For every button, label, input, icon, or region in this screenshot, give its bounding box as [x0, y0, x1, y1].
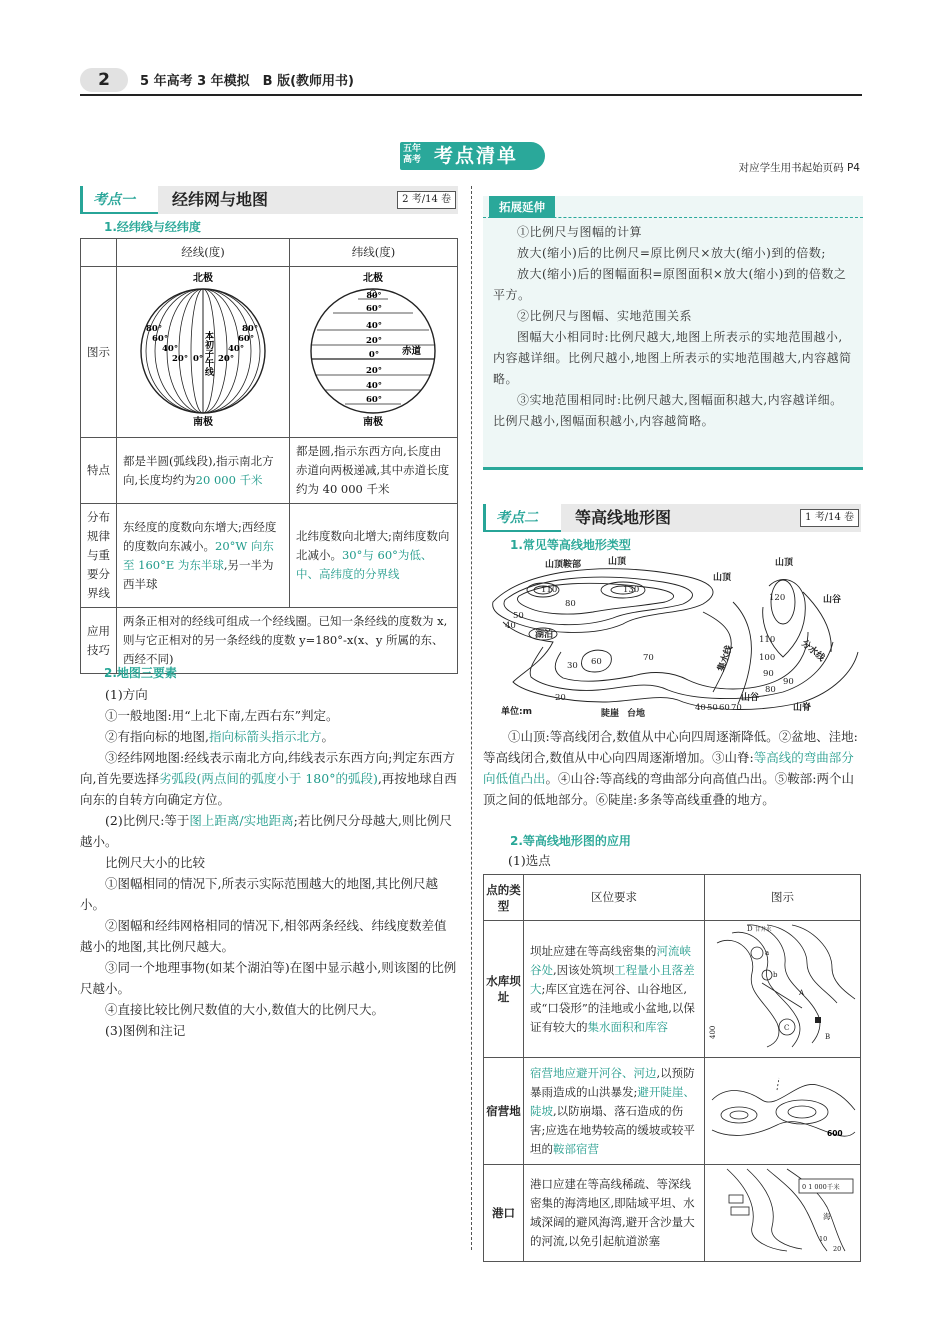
map-label-ridge: 山脊	[793, 703, 812, 713]
lon-label-w80: 80°	[145, 324, 163, 334]
para-scale-highlight: 图上距离/实地距离	[189, 813, 294, 828]
port-coast-2	[747, 1169, 802, 1249]
ext-p1: ①比例尺与图幅的计算	[517, 225, 643, 239]
port-figure-cell	[705, 1165, 861, 1262]
dam-figure	[707, 923, 857, 1049]
para-direction-2-text: ②有指向标的地图,	[105, 729, 209, 744]
map-unit: 单位:m	[501, 707, 532, 717]
lat-equator-label: 赤道	[402, 346, 422, 357]
section1-tag: 考点一	[80, 186, 158, 214]
lat-label-40n: 40°	[366, 321, 383, 331]
dam-site-marker	[815, 1017, 821, 1023]
para-direction-2-highlight: 指向标箭头指示北方	[208, 729, 322, 744]
para-direction-3	[80, 747, 458, 810]
map-label-plateau: 台地	[627, 709, 646, 719]
map-label-summit-2: 山顶	[713, 573, 732, 583]
map-val-50-south: 50	[707, 703, 718, 713]
section2-text	[483, 726, 861, 810]
map-val-70-south: 70	[731, 703, 742, 713]
banner-small-label: 五年高考	[403, 144, 422, 165]
lon-north-label: 北极	[192, 273, 213, 284]
dam-req-6: 集水面积和库容	[587, 1019, 668, 1034]
skill-cell: 两条正相对的经线可组成一个经线圈。已知一条经线的度数为 x,则与它正相对的另一条经线的度数 y=180°-x(x、y 所属的东、西经不同)	[117, 608, 458, 674]
camp-req-2: ,以预防暴雨造成的山洪暴发;	[530, 1065, 695, 1099]
select-label-block	[483, 850, 861, 871]
dam-contour-5	[792, 925, 855, 999]
port-sea-label: 海	[823, 1212, 831, 1221]
lat-label-80: 80°	[366, 290, 383, 300]
map-val-40-south: 40	[695, 703, 706, 713]
map-val-80: 80	[565, 599, 576, 609]
dam-label-big-c: C	[784, 1024, 790, 1032]
longitude-diagram-cell	[117, 267, 290, 438]
dam-req-1: 坝址应建在等高线密集的	[530, 943, 657, 958]
dam-label-val: 400	[709, 1025, 717, 1039]
lat-label-20n: 20°	[366, 336, 383, 346]
port-requirement: 港口应建在等高线稀疏、等深线密集的海湾地区,即陆域平坦、水域深阔的避风海湾,避开含沙量大的河流,以免引起航道淤塞	[524, 1165, 705, 1262]
lon-label-w60: 60°	[151, 334, 169, 344]
map-val-60: 60	[591, 657, 602, 667]
ext-p2: 放大(缩小)后的比例尺=原比例尺×放大(缩小)到的倍数;	[517, 246, 826, 260]
lat-label-40s: 40°	[366, 381, 383, 391]
port-figure	[707, 1167, 857, 1253]
lon-label-e20: 20°	[217, 354, 235, 364]
camp-req-1: 宿营地应避开河谷、河边	[530, 1065, 657, 1080]
para-scale	[80, 810, 458, 852]
para-direction-2	[80, 726, 458, 747]
terrain-description	[483, 726, 861, 810]
para-legend: (3)图例和注记	[105, 1023, 186, 1038]
row-camp-type: 宿营地	[484, 1058, 524, 1165]
map-label-valley-1: 山谷	[823, 595, 842, 605]
latitude-diagram-cell	[289, 267, 457, 438]
lon-feature-text: 都是半圆(弧线段),指示南北方向,长度均约为	[123, 453, 274, 487]
lat-rule-highlight: 30°与 60°为低、中、高纬度的分界线	[295, 548, 433, 581]
lon-feature-highlight: 20 000 千米	[195, 472, 263, 487]
extension-text	[493, 222, 855, 432]
dam-label-big-a: A	[799, 989, 805, 997]
col-longitude: 经线(度)	[117, 239, 290, 267]
port-coast-1	[727, 1169, 787, 1251]
dam-label-d: D	[747, 925, 753, 933]
row-port-type: 港口	[484, 1165, 524, 1262]
para-direction-2-tail: 。	[321, 729, 335, 744]
row-skill-label: 应用技巧	[81, 608, 117, 674]
section2-header	[483, 504, 861, 532]
port-marker-2	[731, 1207, 749, 1215]
camp-figure	[707, 1060, 857, 1156]
camp-req-3: 避开陡崖、陡坡	[530, 1084, 695, 1118]
lon-label-e60: 60°	[237, 334, 255, 344]
contour-west-2	[504, 577, 693, 625]
lat-rule-text: 北纬度数向北增大;南纬度数向北减小。	[295, 529, 450, 562]
terrain-description-tail: 。④山谷:等高线的弯曲部分向高值凸出。⑤鞍部:两个山顶之间的低地部分。⑥陡崖:多条等高线重叠的地方。	[483, 771, 854, 807]
row-rule-label: 分布规律与重要分界线	[81, 504, 117, 608]
camp-hill-1	[721, 1107, 757, 1123]
section2-sub1: 1.常见等高线地形类型	[510, 538, 631, 552]
lon-rule-highlight: 20°W 向东至 160°E 为东半球	[123, 538, 274, 572]
map-val-70: 70	[643, 653, 654, 663]
para-direction: (1)方向	[105, 687, 148, 702]
column-divider	[471, 186, 472, 1250]
para-direction-3-highlight: 劣弧段(两点间的弧度小于 180°的弧段)	[158, 771, 378, 786]
section-banner	[400, 142, 545, 170]
lat-label-60n: 60°	[366, 304, 383, 314]
ext-p6: ③实地范围相同时:比例尺越大,图幅面积越大,内容越详细。比例尺越小,图幅面积越小,内容越简略。	[493, 393, 843, 428]
camp-hill-1-inner	[730, 1111, 748, 1119]
dam-req-3: ,因该处筑坝	[553, 962, 615, 977]
map-val-60-south: 60	[719, 703, 730, 713]
map-val-20: 20	[555, 693, 566, 703]
site-selection-table	[483, 874, 861, 1262]
camp-figure-cell	[705, 1058, 861, 1165]
map-label-summit-3: 山顶	[775, 558, 794, 568]
section1-badge: 2 考/14 卷	[397, 191, 456, 209]
contour-outer-west	[493, 569, 713, 633]
lon-label-w40: 40°	[161, 344, 179, 354]
map-river-label-1: 集水线	[716, 644, 736, 674]
para-scale-text: (2)比例尺:等于	[105, 813, 190, 828]
lat-rule-cell	[289, 504, 457, 608]
row-feature-label: 特点	[81, 438, 117, 504]
para-scale-2: ②图幅和经纬网格相同的情况下,相邻两条经线、纬线度数差值越小的地图,其比例尺越大。	[80, 918, 447, 954]
map-val-110-east: 110	[759, 635, 776, 645]
dam-contour-1	[717, 940, 779, 1047]
para-direction-3-tail: ,再按地球自西向东的自转方向确定方位。	[80, 771, 457, 807]
map-label-cliff: 陡崖	[601, 709, 620, 719]
map-val-120: 120	[769, 593, 786, 603]
lat-label-60s: 60°	[366, 395, 383, 405]
terrain-description-text: ①山顶:等高线闭合,数值从中心向四周逐渐降低。②盆地、洼地:等高线闭合,数值从中心向四周逐渐增加。③山脊:	[483, 729, 858, 765]
ext-p5: 图幅大小相同时:比例尺越大,地图上所表示的实地范围越小,内容越详细。比例尺越小,地图上所表示的实地范围越大,内容越简略。	[493, 330, 852, 386]
dam-req-5: ;库区宜选在河谷、山谷地区,或“口袋形”的洼地或小盆地,以保证有较大的	[530, 981, 695, 1034]
select-label: (1)选点	[508, 853, 551, 868]
lat-north-label: 北极	[363, 273, 384, 284]
section2-sub2: 2.等高线地形图的应用	[510, 834, 631, 848]
lon-rule-text: 东经度的度数向东增大;西经度的度数向东减小。	[123, 519, 277, 553]
map-label-saddle: 山顶鞍部	[545, 560, 582, 570]
section2-tag: 考点二	[483, 504, 561, 532]
longitude-globe-diagram	[128, 269, 278, 429]
ext-p4: ②比例尺与图幅、实地范围关系	[517, 309, 693, 323]
camp-hill-2-inner	[788, 1106, 816, 1118]
para-scale-4: ④直接比较比例尺数值的大小,数值大的比例尺大。	[105, 1002, 384, 1017]
lon-rule-cell	[117, 504, 290, 608]
map-val-130: 130	[623, 585, 640, 595]
para-scale-tail: ;若比例尺分母越大,则比例尺越小。	[80, 813, 452, 849]
col-requirement: 区位要求	[524, 875, 705, 921]
map-val-40: 40	[505, 621, 516, 631]
map-val-100: 100	[759, 653, 776, 663]
col-point-type: 点的类型	[484, 875, 524, 921]
lat-label-20s: 20°	[366, 366, 383, 376]
section2-badge: 1 考/14 卷	[800, 509, 859, 527]
port-scale-label: 0 1 000千米	[802, 1183, 840, 1191]
lat-feature-cell: 都是圆,指示东西方向,长度由赤道向两极递减,其中赤道长度约为 40 000 千米	[289, 438, 457, 504]
map-val-90-east: 90	[783, 677, 794, 687]
lonlat-table	[80, 238, 458, 674]
camp-req-4: ,以防崩塌、落石造成的伤害;应选在地势较高的缓坡或较平坦的	[530, 1103, 695, 1156]
dam-label-big-b: B	[825, 1033, 831, 1041]
table-corner	[81, 239, 117, 267]
map-label-valley-2: 山谷	[741, 693, 760, 703]
lon-label-e40: 40°	[227, 344, 245, 354]
camp-req-5: 鞍部宿营	[553, 1141, 599, 1156]
dam-req-2: 河流峡谷处	[530, 943, 691, 977]
latitude-globe-diagram	[298, 269, 448, 429]
col-figure: 图示	[705, 875, 861, 921]
map-val-110: 110	[541, 585, 558, 595]
camp-river	[777, 1078, 779, 1090]
section1-text	[80, 684, 458, 1041]
dam-river	[762, 983, 802, 1008]
dam-label-reservoir: 甘井水	[755, 927, 772, 933]
lon-feature-cell	[117, 438, 290, 504]
para-scale-compare: 比例尺大小的比较	[105, 855, 206, 870]
camp-label-val: 600	[827, 1129, 843, 1138]
extension-tag-row	[483, 196, 863, 218]
dam-label-b: b	[773, 971, 778, 979]
camp-contour-1	[712, 1084, 855, 1110]
map-val-50: 50	[513, 611, 524, 621]
lat-label-0: 0°	[369, 350, 380, 360]
row-dam-type: 水库坝址	[484, 921, 524, 1058]
lon-rule-tail: ,另一半为西半球	[123, 557, 274, 591]
dam-figure-cell	[705, 921, 861, 1058]
row-diagram-label: 图示	[81, 267, 117, 438]
banner-title: 考点清单	[434, 145, 519, 167]
lat-south-label: 南极	[363, 417, 384, 428]
map-lake-label: 湖泊	[535, 630, 554, 640]
lon-label-0: 0°	[192, 354, 204, 364]
dam-requirement	[524, 921, 705, 1058]
header-rule	[80, 94, 862, 96]
prime-meridian-label: 本初子午线	[202, 331, 213, 376]
dam-req-4: 工程量小且落差大	[530, 962, 695, 996]
dam-label-a: a	[765, 949, 770, 957]
map-val-30: 30	[567, 661, 578, 671]
page-number: 2	[80, 68, 128, 92]
section1-sub1: 1.经纬线与经纬度	[104, 220, 201, 234]
lon-south-label: 南极	[192, 417, 213, 428]
book-title: 5 年高考 3 年模拟 B 版(教师用书)	[140, 74, 354, 89]
map-river-label-2: 分水线	[799, 638, 827, 664]
section1-title: 经纬网与地图	[172, 190, 269, 209]
port-depth-10: 10	[819, 1235, 828, 1243]
contour-map	[483, 552, 861, 724]
extension-box	[483, 196, 863, 470]
lon-label-w20: 20°	[171, 354, 189, 364]
camp-requirement	[524, 1058, 705, 1165]
map-val-80-east: 80	[765, 685, 776, 695]
section1-header	[80, 186, 458, 214]
dam-circle-a	[751, 947, 763, 959]
para-direction-1: ①一般地图:用“上北下南,左西右东”判定。	[105, 708, 339, 723]
section1-sub2: 2.地图三要素	[104, 666, 177, 680]
terrain-description-highlight: 等高线的弯曲部分向低值凸出	[483, 750, 854, 786]
ext-p3: 放大(缩小)后的图幅面积=原图面积×放大(缩小)到的倍数之平方。	[493, 267, 847, 302]
map-label-summit-1: 山顶	[608, 557, 627, 567]
port-depth-20: 20	[833, 1245, 842, 1253]
port-marker-1	[729, 1195, 743, 1203]
lon-label-e80: 80°	[241, 324, 259, 334]
start-page-note: 对应学生用书起始页码 P4	[738, 162, 860, 174]
para-scale-1: ①图幅相同的情况下,所表示实际范围越大的地图,其比例尺越小。	[80, 876, 438, 912]
extension-tag: 拓展延伸	[489, 196, 555, 218]
col-latitude: 纬线(度)	[289, 239, 457, 267]
camp-hill-2	[776, 1100, 828, 1124]
para-direction-3-text: ③经纬网地图:经线表示南北方向,纬线表示东西方向;判定东西方向,首先要选择	[80, 750, 455, 786]
para-scale-3: ③同一个地理事物(如某个湖泊等)在图中显示越小,则该图的比例尺越小。	[80, 960, 457, 996]
section2-title: 等高线地形图	[575, 508, 672, 527]
map-val-90: 90	[763, 669, 774, 679]
